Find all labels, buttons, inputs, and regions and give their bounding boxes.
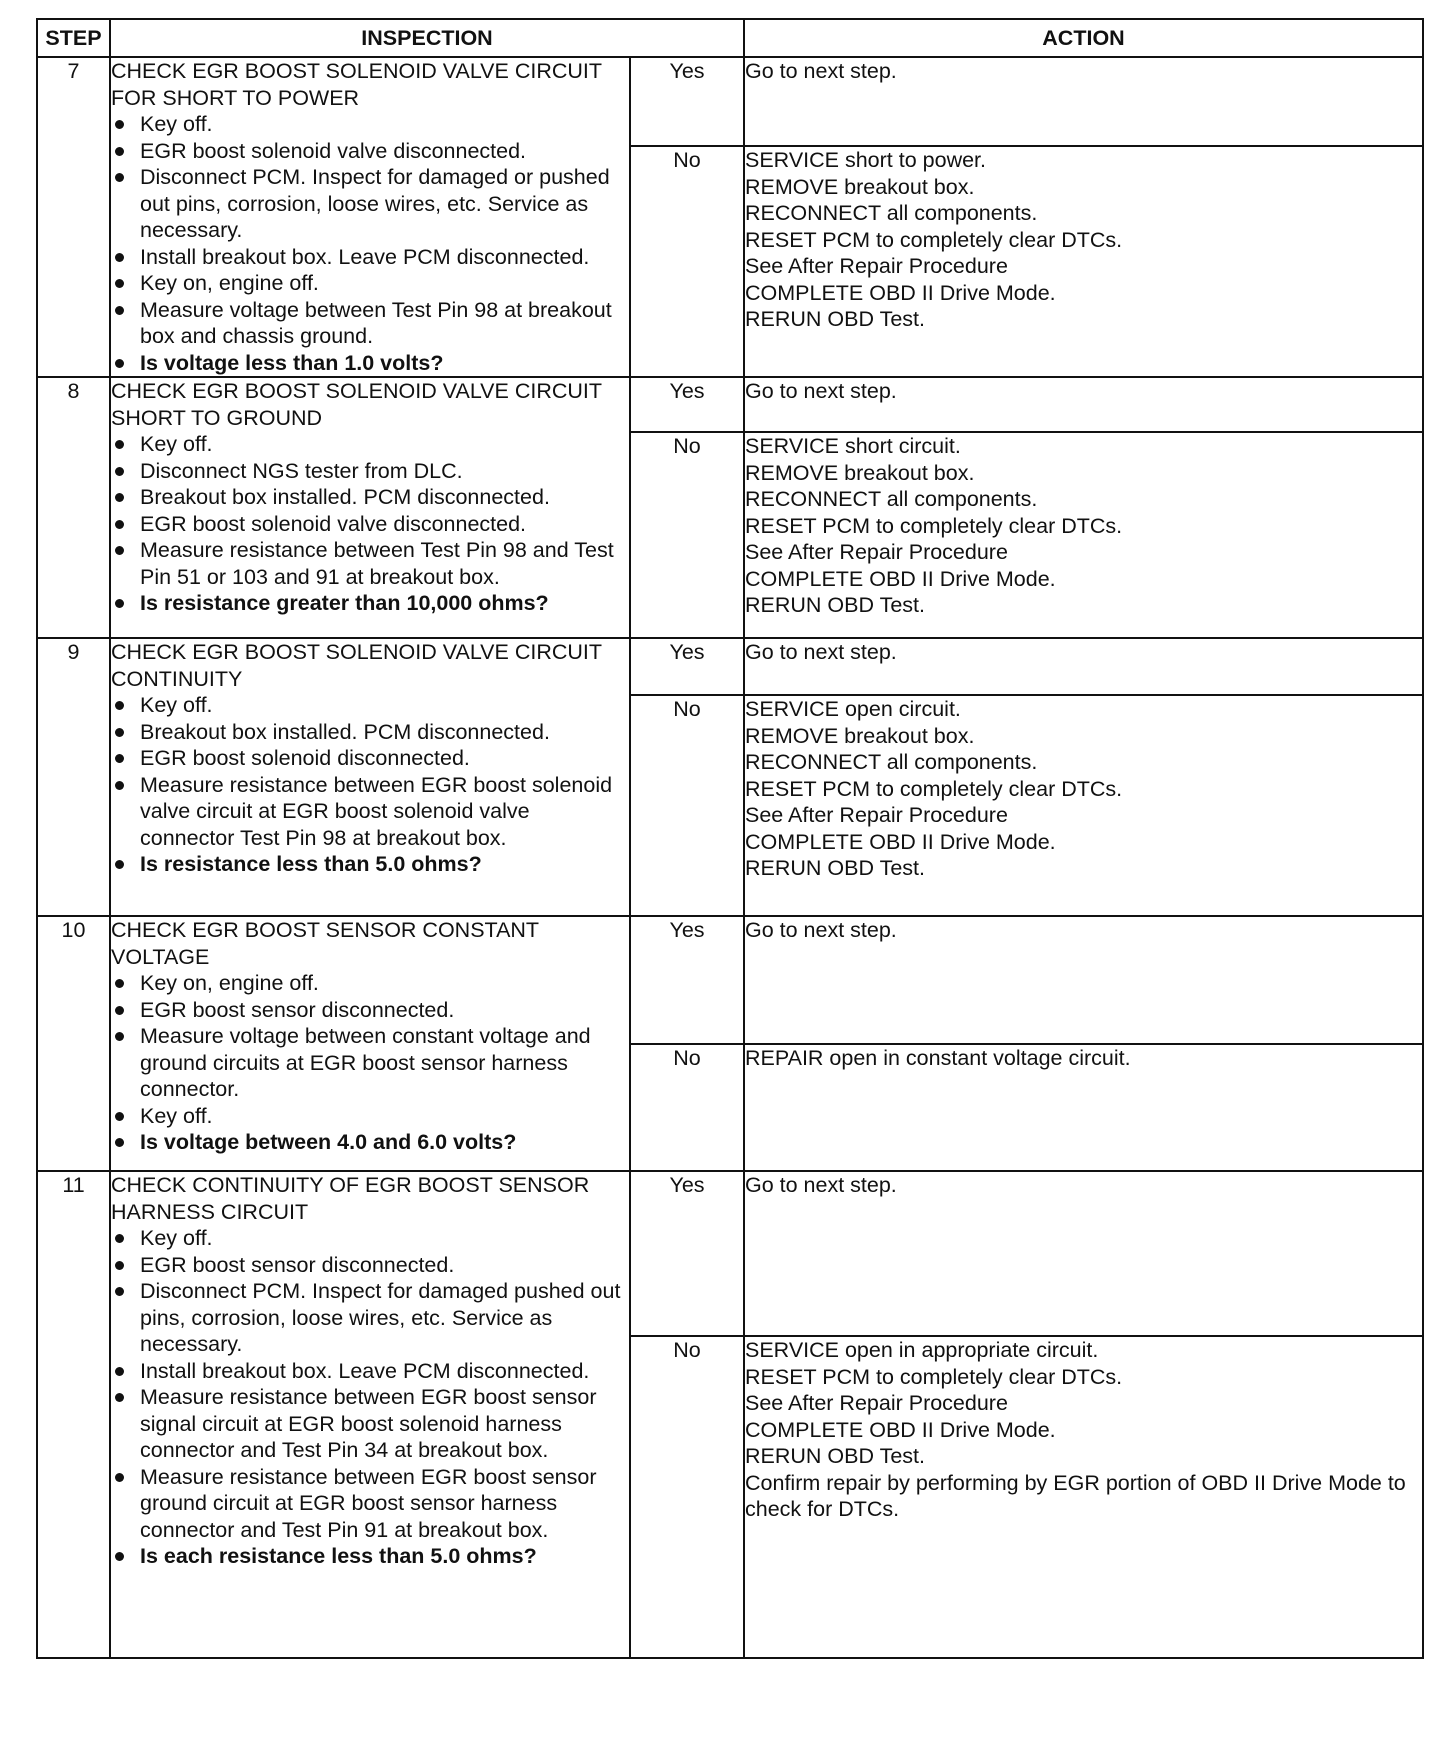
- checklist-text: Disconnect NGS tester from DLC.: [140, 458, 463, 483]
- yes-label: Yes: [630, 916, 744, 1044]
- action-line: COMPLETE OBD II Drive Mode.: [745, 1417, 1056, 1442]
- checklist-item: [111, 138, 629, 165]
- checklist-text: Key off.: [140, 693, 213, 717]
- bullet-icon: [115, 520, 124, 529]
- bullet-icon: [115, 599, 124, 608]
- header-step: STEP: [37, 19, 110, 57]
- checklist-text: EGR boost solenoid valve disconnected.: [140, 138, 527, 163]
- checklist-text: Key off.: [140, 432, 213, 456]
- bullet-icon: [115, 306, 124, 315]
- checklist-text: Key off.: [140, 1226, 213, 1250]
- checklist-item: [111, 719, 629, 746]
- no-action: [744, 1044, 1423, 1171]
- bullet-icon: [115, 1287, 124, 1296]
- checklist-text: Measure voltage between constant voltage and ground circuits at EGR boost sensor harness connector.: [140, 1024, 591, 1101]
- action-line: RECONNECT all components.: [745, 750, 1038, 774]
- checklist-item: [111, 297, 629, 350]
- step-number: 11: [37, 1171, 110, 1658]
- action-line: RERUN OBD Test.: [745, 1444, 925, 1468]
- checklist-item: [111, 270, 629, 297]
- step-number: 7: [37, 57, 110, 377]
- action-line: SERVICE short circuit.: [745, 434, 961, 458]
- checklist-question: [111, 1543, 629, 1570]
- step-row-yes: [37, 57, 1423, 146]
- yes-action: [744, 377, 1423, 432]
- checklist-item: [111, 1023, 629, 1103]
- question-text: Is resistance less than 5.0 ohms?: [140, 852, 482, 876]
- action-line: See After Repair Procedure: [745, 1391, 1008, 1415]
- bullet-icon: [115, 546, 124, 555]
- header-action: ACTION: [744, 19, 1423, 57]
- step-row-yes: [37, 377, 1423, 432]
- bullet-icon: [115, 701, 124, 710]
- checklist-text: Key off.: [140, 112, 213, 136]
- action-line: SERVICE short to power.: [745, 148, 986, 173]
- question-text: Is voltage between 4.0 and 6.0 volts?: [140, 1130, 517, 1154]
- no-label: No: [630, 146, 744, 377]
- yes-action: [744, 57, 1423, 146]
- question-text: Is resistance greater than 10,000 ohms?: [140, 591, 549, 615]
- checklist-item: [111, 1278, 629, 1358]
- bullet-icon: [115, 173, 124, 182]
- checklist-text: Breakout box installed. PCM disconnected.: [140, 719, 550, 744]
- action-line: Confirm repair by performing by EGR portion of OBD II Drive Mode to check for DTCs.: [745, 1470, 1406, 1521]
- yes-label: Yes: [630, 377, 744, 432]
- yes-label: Yes: [630, 638, 744, 695]
- bullet-icon: [115, 1112, 124, 1121]
- bullet-icon: [115, 1234, 124, 1243]
- inspection-cell: [110, 57, 630, 377]
- checklist-item: [111, 511, 629, 538]
- yes-action: [744, 916, 1423, 1044]
- action-line: REMOVE breakout box.: [745, 460, 975, 485]
- step-number: 8: [37, 377, 110, 638]
- bullet-icon: [115, 754, 124, 763]
- bullet-icon: [115, 1261, 124, 1270]
- checklist-text: EGR boost solenoid valve disconnected.: [140, 511, 527, 536]
- checklist-text: Measure resistance between EGR boost sensor signal circuit at EGR boost solenoid harness connector and Test Pin 34 at breakout box.: [140, 1385, 597, 1462]
- action-line: RESET PCM to completely clear DTCs.: [745, 1364, 1123, 1389]
- checklist-item: [111, 1384, 629, 1464]
- checklist-item: [111, 111, 629, 138]
- question-text: Is each resistance less than 5.0 ohms?: [140, 1544, 537, 1568]
- checklist-text: Measure resistance between EGR boost solenoid valve circuit at EGR boost solenoid valve connector Test Pin 98 at breakout box.: [140, 772, 613, 850]
- action-line: See After Repair Procedure: [745, 540, 1008, 564]
- action-line: REPAIR open in constant voltage circuit.: [745, 1046, 1131, 1070]
- action-line: See After Repair Procedure: [745, 254, 1008, 279]
- question-text: Is voltage less than 1.0 volts?: [140, 350, 444, 375]
- checklist-question: [111, 590, 629, 617]
- inspection-checklist: [111, 692, 629, 878]
- action-line: COMPLETE OBD II Drive Mode.: [745, 280, 1056, 305]
- checklist-item: [111, 745, 629, 772]
- checklist-item: [111, 431, 629, 458]
- action-line: RECONNECT all components.: [745, 201, 1038, 226]
- bullet-icon: [115, 467, 124, 476]
- checklist-item: [111, 537, 629, 590]
- checklist-item: [111, 1358, 629, 1385]
- action-line: REMOVE breakout box.: [745, 723, 975, 748]
- yes-action: [744, 1171, 1423, 1336]
- checklist-item: [111, 1252, 629, 1279]
- step-number: 9: [37, 638, 110, 916]
- action-line: RECONNECT all components.: [745, 487, 1038, 511]
- bullet-icon: [115, 1138, 124, 1147]
- inspection-title: CHECK EGR BOOST SOLENOID VALVE CIRCUIT SHORT TO GROUND: [111, 379, 602, 430]
- inspection-title: CHECK CONTINUITY OF EGR BOOST SENSOR HARNESS CIRCUIT: [111, 1173, 590, 1224]
- bullet-icon: [115, 359, 124, 368]
- action-line: RERUN OBD Test.: [745, 307, 925, 332]
- inspection-title: CHECK EGR BOOST SENSOR CONSTANT VOLTAGE: [111, 918, 539, 969]
- checklist-item: [111, 458, 629, 485]
- checklist-text: Key on, engine off.: [140, 971, 319, 995]
- checklist-text: EGR boost solenoid disconnected.: [140, 746, 470, 770]
- bullet-icon: [115, 1393, 124, 1402]
- bullet-icon: [115, 279, 124, 288]
- inspection-cell: [110, 377, 630, 638]
- checklist-item: [111, 692, 629, 719]
- action-line: RESET PCM to completely clear DTCs.: [745, 227, 1123, 252]
- checklist-question: [111, 350, 629, 377]
- action-line: Go to next step.: [745, 640, 897, 664]
- bullet-icon: [115, 728, 124, 737]
- no-action: [744, 432, 1423, 638]
- yes-label: Yes: [630, 1171, 744, 1336]
- inspection-checklist: [111, 111, 629, 376]
- checklist-text: Measure voltage between Test Pin 98 at breakout box and chassis ground.: [140, 297, 612, 348]
- bullet-icon: [115, 120, 124, 129]
- bullet-icon: [115, 1552, 124, 1561]
- step-number: 10: [37, 916, 110, 1171]
- no-label: No: [630, 695, 744, 916]
- no-label: No: [630, 1044, 744, 1171]
- no-action: [744, 146, 1423, 377]
- checklist-item: [111, 1103, 629, 1130]
- bullet-icon: [115, 1006, 124, 1015]
- action-line: RESET PCM to completely clear DTCs.: [745, 513, 1123, 538]
- no-label: No: [630, 432, 744, 638]
- action-line: COMPLETE OBD II Drive Mode.: [745, 829, 1056, 854]
- inspection-cell: [110, 1171, 630, 1658]
- yes-action: [744, 638, 1423, 695]
- checklist-question: [111, 851, 629, 878]
- header-row: [37, 19, 1423, 57]
- checklist-item: [111, 772, 629, 852]
- bullet-icon: [115, 493, 124, 502]
- no-action: [744, 1336, 1423, 1658]
- checklist-item: [111, 970, 629, 997]
- checklist-text: Disconnect PCM. Inspect for damaged or pushed out pins, corrosion, loose wires, etc. Service as necessary.: [140, 165, 610, 242]
- checklist-text: Measure resistance between EGR boost sensor ground circuit at EGR boost sensor harness connector and Test Pin 91 at breakout box.: [140, 1464, 597, 1542]
- checklist-item: [111, 997, 629, 1024]
- yes-label: Yes: [630, 57, 744, 146]
- checklist-text: Install breakout box. Leave PCM disconnected.: [140, 1358, 590, 1383]
- bullet-icon: [115, 781, 124, 790]
- action-line: Go to next step.: [745, 59, 897, 83]
- action-line: Go to next step.: [745, 1173, 897, 1197]
- step-row-yes: [37, 1171, 1423, 1336]
- checklist-item: [111, 484, 629, 511]
- action-line: Go to next step.: [745, 918, 897, 942]
- bullet-icon: [115, 147, 124, 156]
- inspection-title: CHECK EGR BOOST SOLENOID VALVE CIRCUIT CONTINUITY: [111, 640, 602, 691]
- bullet-icon: [115, 440, 124, 449]
- checklist-text: Key on, engine off.: [140, 271, 319, 295]
- no-label: No: [630, 1336, 744, 1658]
- diagnostic-table: [36, 18, 1424, 1659]
- action-line: REMOVE breakout box.: [745, 174, 975, 199]
- action-line: RERUN OBD Test.: [745, 856, 925, 880]
- checklist-item: [111, 244, 629, 271]
- action-line: SERVICE open in appropriate circuit.: [745, 1338, 1099, 1362]
- step-row-yes: [37, 638, 1423, 695]
- bullet-icon: [115, 1473, 124, 1482]
- inspection-checklist: [111, 970, 629, 1156]
- checklist-text: EGR boost sensor disconnected.: [140, 1252, 455, 1277]
- action-line: RESET PCM to completely clear DTCs.: [745, 776, 1123, 801]
- bullet-icon: [115, 1367, 124, 1376]
- step-row-yes: [37, 916, 1423, 1044]
- checklist-item: [111, 1464, 629, 1544]
- action-line: COMPLETE OBD II Drive Mode.: [745, 566, 1056, 591]
- bullet-icon: [115, 253, 124, 262]
- checklist-item: [111, 1225, 629, 1252]
- bullet-icon: [115, 979, 124, 988]
- action-line: See After Repair Procedure: [745, 803, 1008, 827]
- checklist-text: Install breakout box. Leave PCM disconnected.: [140, 244, 590, 269]
- action-line: RERUN OBD Test.: [745, 593, 925, 617]
- inspection-cell: [110, 916, 630, 1171]
- checklist-item: [111, 164, 629, 244]
- checklist-text: Measure resistance between Test Pin 98 and Test Pin 51 or 103 and 91 at breakout box.: [140, 538, 614, 589]
- header-inspection: INSPECTION: [110, 19, 744, 57]
- inspection-checklist: [111, 431, 629, 617]
- checklist-text: Breakout box installed. PCM disconnected.: [140, 485, 550, 509]
- action-line: Go to next step.: [745, 379, 897, 403]
- checklist-question: [111, 1129, 629, 1156]
- no-action: [744, 695, 1423, 916]
- bullet-icon: [115, 1032, 124, 1041]
- inspection-title: CHECK EGR BOOST SOLENOID VALVE CIRCUIT FOR SHORT TO POWER: [111, 59, 602, 110]
- inspection-checklist: [111, 1225, 629, 1570]
- action-line: SERVICE open circuit.: [745, 697, 961, 721]
- checklist-text: EGR boost sensor disconnected.: [140, 997, 455, 1022]
- bullet-icon: [115, 860, 124, 869]
- checklist-text: Key off.: [140, 1103, 213, 1128]
- checklist-text: Disconnect PCM. Inspect for damaged pushed out pins, corrosion, loose wires, etc. Service as necessary.: [140, 1279, 621, 1356]
- inspection-cell: [110, 638, 630, 916]
